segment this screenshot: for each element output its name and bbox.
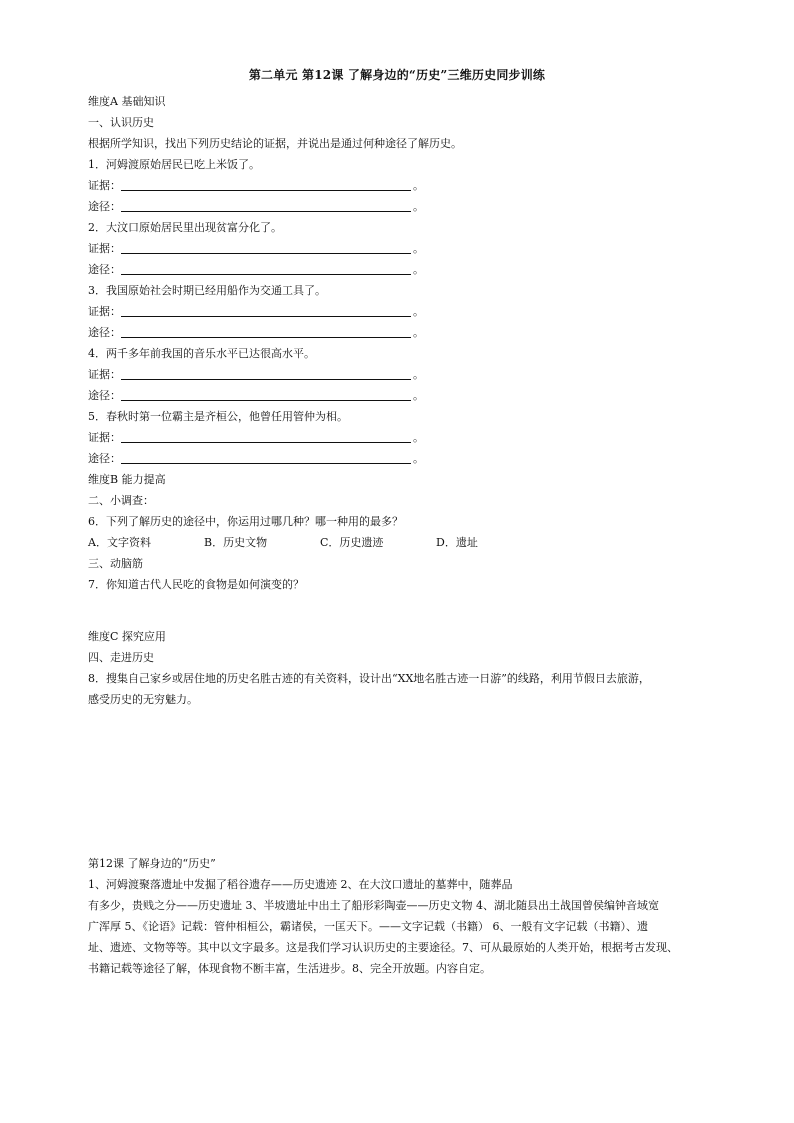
question-8-line-2: 感受历史的无穷魅力。	[88, 693, 198, 706]
q5-route-row	[88, 451, 424, 467]
question-7: 7．你知道古代人民吃的食物是如何演变的？	[88, 578, 304, 591]
route-label: 途径：	[88, 263, 121, 276]
end-mark: 。	[413, 179, 424, 192]
q4-evidence-row	[88, 367, 424, 383]
part-1-heading: 一、认识历史	[88, 116, 154, 129]
end-mark: 。	[413, 389, 424, 402]
q5-evidence-row	[88, 430, 424, 446]
q1-evidence-row	[88, 178, 424, 194]
route-label: 途径：	[88, 452, 121, 465]
route-label: 途径：	[88, 389, 121, 402]
q5-evidence-blank[interactable]	[121, 430, 411, 443]
part-2-heading: 二、小调查：	[88, 494, 154, 507]
answers-line-3: 广浑厚 5、《论语》记载：管仲相桓公，霸诸侯，一匡天下。——文字记载（书籍） 6、一般有文字记载（书籍）、遗	[88, 920, 648, 933]
part-1-instruction: 根据所学知识，找出下列历史结论的证据，并说出是通过何种途径了解历史。	[88, 137, 462, 150]
evidence-label: 证据：	[88, 179, 121, 192]
q1-route-blank[interactable]	[121, 199, 411, 212]
q3-evidence-row	[88, 304, 424, 320]
end-mark: 。	[413, 242, 424, 255]
answers-heading: 第12课 了解身边的“历史”	[88, 857, 216, 870]
part-4-heading: 四、走进历史	[88, 651, 154, 664]
q4-route-blank[interactable]	[121, 388, 411, 401]
question-5: 5．春秋时第一位霸主是齐桓公，他曾任用管仲为相。	[88, 410, 348, 423]
end-mark: 。	[413, 200, 424, 213]
part-3-heading: 三、动脑筋	[88, 557, 143, 570]
q2-route-row	[88, 262, 424, 278]
answers-line-4: 址、遗迹、文物等等。其中以文字最多。这是我们学习认识历史的主要途径。7、可从最原始的人类开始，根据考古发现、	[88, 941, 678, 954]
route-label: 途径：	[88, 326, 121, 339]
end-mark: 。	[413, 305, 424, 318]
q3-evidence-blank[interactable]	[121, 304, 411, 317]
q1-route-row	[88, 199, 424, 215]
end-mark: 。	[413, 326, 424, 339]
answers-line-5: 书籍记载等途径了解，体现食物不断丰富，生活进步。8、完全开放题。内容自定。	[88, 962, 491, 975]
end-mark: 。	[413, 452, 424, 465]
document-title: 第二单元 第12课 了解身边的“历史”三维历史同步训练	[248, 68, 546, 82]
evidence-label: 证据：	[88, 431, 121, 444]
option-c: C．历史遗迹	[320, 536, 384, 549]
end-mark: 。	[413, 431, 424, 444]
question-3: 3．我国原始社会时期已经用船作为交通工具了。	[88, 284, 326, 297]
question-2: 2．大汶口原始居民里出现贫富分化了。	[88, 221, 282, 234]
evidence-label: 证据：	[88, 242, 121, 255]
question-8-line-1: 8．搜集自己家乡或居住地的历史名胜古迹的有关资料，设计出“XX地名胜古迹一日游”的线路，利用节假日去旅游，	[88, 672, 650, 685]
q4-evidence-blank[interactable]	[121, 367, 411, 380]
q2-evidence-row	[88, 241, 424, 257]
q2-route-blank[interactable]	[121, 262, 411, 275]
section-c-heading: 维度C 探究应用	[88, 630, 166, 643]
question-1: 1．河姆渡原始居民已吃上米饭了。	[88, 158, 260, 171]
evidence-label: 证据：	[88, 368, 121, 381]
section-b-heading: 维度B 能力提高	[88, 473, 166, 486]
route-label: 途径：	[88, 200, 121, 213]
q3-route-row	[88, 325, 424, 341]
option-b: B．历史文物	[204, 536, 268, 549]
q4-route-row	[88, 388, 424, 404]
q1-evidence-blank[interactable]	[121, 178, 411, 191]
q5-route-blank[interactable]	[121, 451, 411, 464]
q2-evidence-blank[interactable]	[121, 241, 411, 254]
option-a: A．文字资料	[88, 536, 151, 549]
option-d: D．遗址	[436, 536, 478, 549]
end-mark: 。	[413, 368, 424, 381]
question-6: 6．下列了解历史的途径中，你运用过哪几种？哪一种用的最多？	[88, 515, 403, 528]
question-6-options	[88, 535, 478, 551]
section-a-heading: 维度A 基础知识	[88, 95, 166, 108]
answers-line-1: 1、河姆渡聚落遗址中发掘了稻谷遗存——历史遗迹 2、在大汶口遗址的墓葬中，随葬品	[88, 878, 513, 891]
evidence-label: 证据：	[88, 305, 121, 318]
answers-line-2: 有多少，贵贱之分——历史遗址 3、半坡遗址中出土了船形彩陶壶——历史文物 4、湖北随县出土战国曾侯编钟音域宽	[88, 899, 659, 912]
question-4: 4．两千多年前我国的音乐水平已达很高水平。	[88, 347, 315, 360]
q3-route-blank[interactable]	[121, 325, 411, 338]
end-mark: 。	[413, 263, 424, 276]
